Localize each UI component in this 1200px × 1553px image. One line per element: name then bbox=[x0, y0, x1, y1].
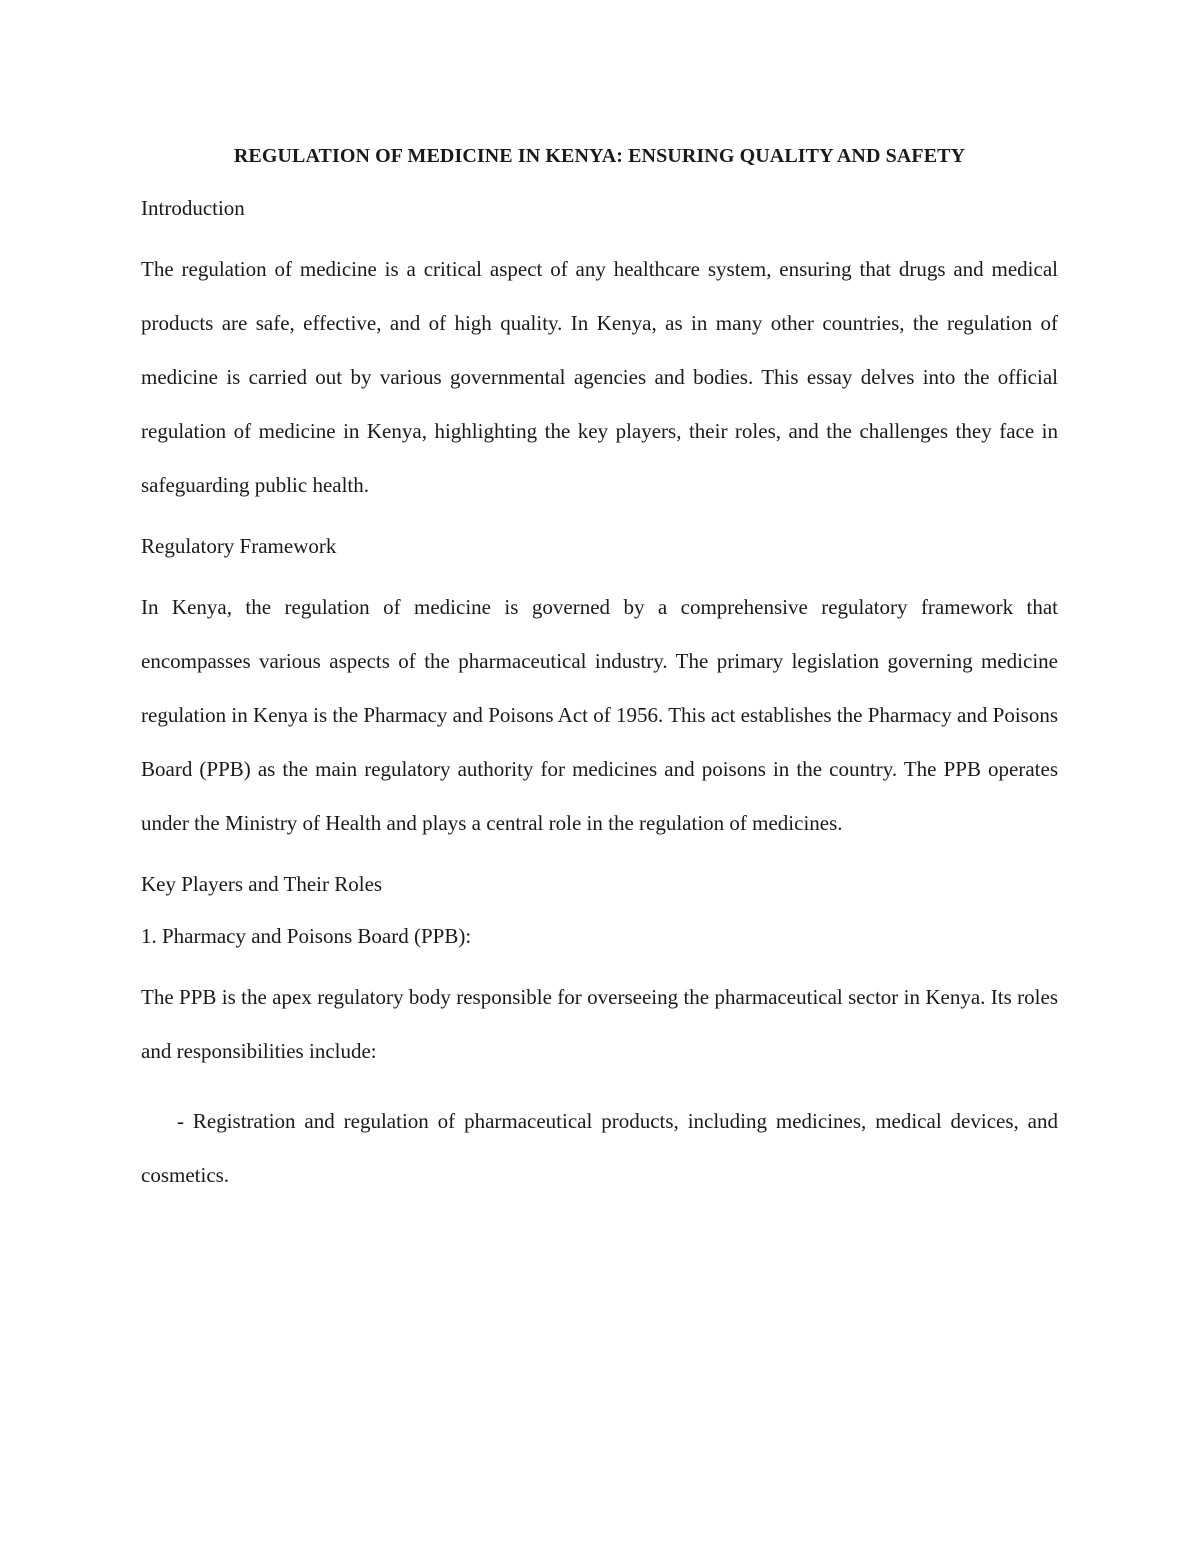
section-heading-regulatory-framework: Regulatory Framework bbox=[141, 534, 337, 558]
document-title: REGULATION OF MEDICINE IN KENYA: ENSURING QUALITY AND SAFETY bbox=[233, 145, 966, 167]
list-item-ppb-registration: - Registration and regulation of pharmaceutical products, including medicines, medical devices, and cosmetics. bbox=[141, 1109, 1058, 1187]
paragraph-ppb: The PPB is the apex regulatory body responsible for overseeing the pharmaceutical sector in Kenya. Its roles and responsibilities include: bbox=[141, 985, 1058, 1063]
paragraph-introduction: The regulation of medicine is a critical aspect of any healthcare system, ensuring that drugs and medical products are safe, effective, and of high quality. In Kenya, as in many other countries, the regulation of medicine is carried out by various governmental agencies and bodies. This essay delves into the official regulation of medicine in Kenya, highlighting the key players, their roles, and the challenges they face in safeguarding public health. bbox=[141, 257, 1058, 497]
subsection-heading-ppb: 1. Pharmacy and Poisons Board (PPB): bbox=[141, 924, 472, 948]
document-body bbox=[141, 138, 1058, 1202]
section-heading-key-players: Key Players and Their Roles bbox=[141, 872, 383, 896]
paragraph-regulatory-framework: In Kenya, the regulation of medicine is governed by a comprehensive regulatory framework that encompasses various aspects of the pharmaceutical industry. The primary legislation governing medicine regulation in Kenya is the Pharmacy and Poisons Act of 1956. This act establishes the Pharmacy and Poisons Board (PPB) as the main regulatory authority for medicines and poisons in the country. The PPB operates under the Ministry of Health and plays a central role in the regulation of medicines. bbox=[141, 595, 1058, 835]
section-heading-introduction: Introduction bbox=[141, 196, 245, 220]
